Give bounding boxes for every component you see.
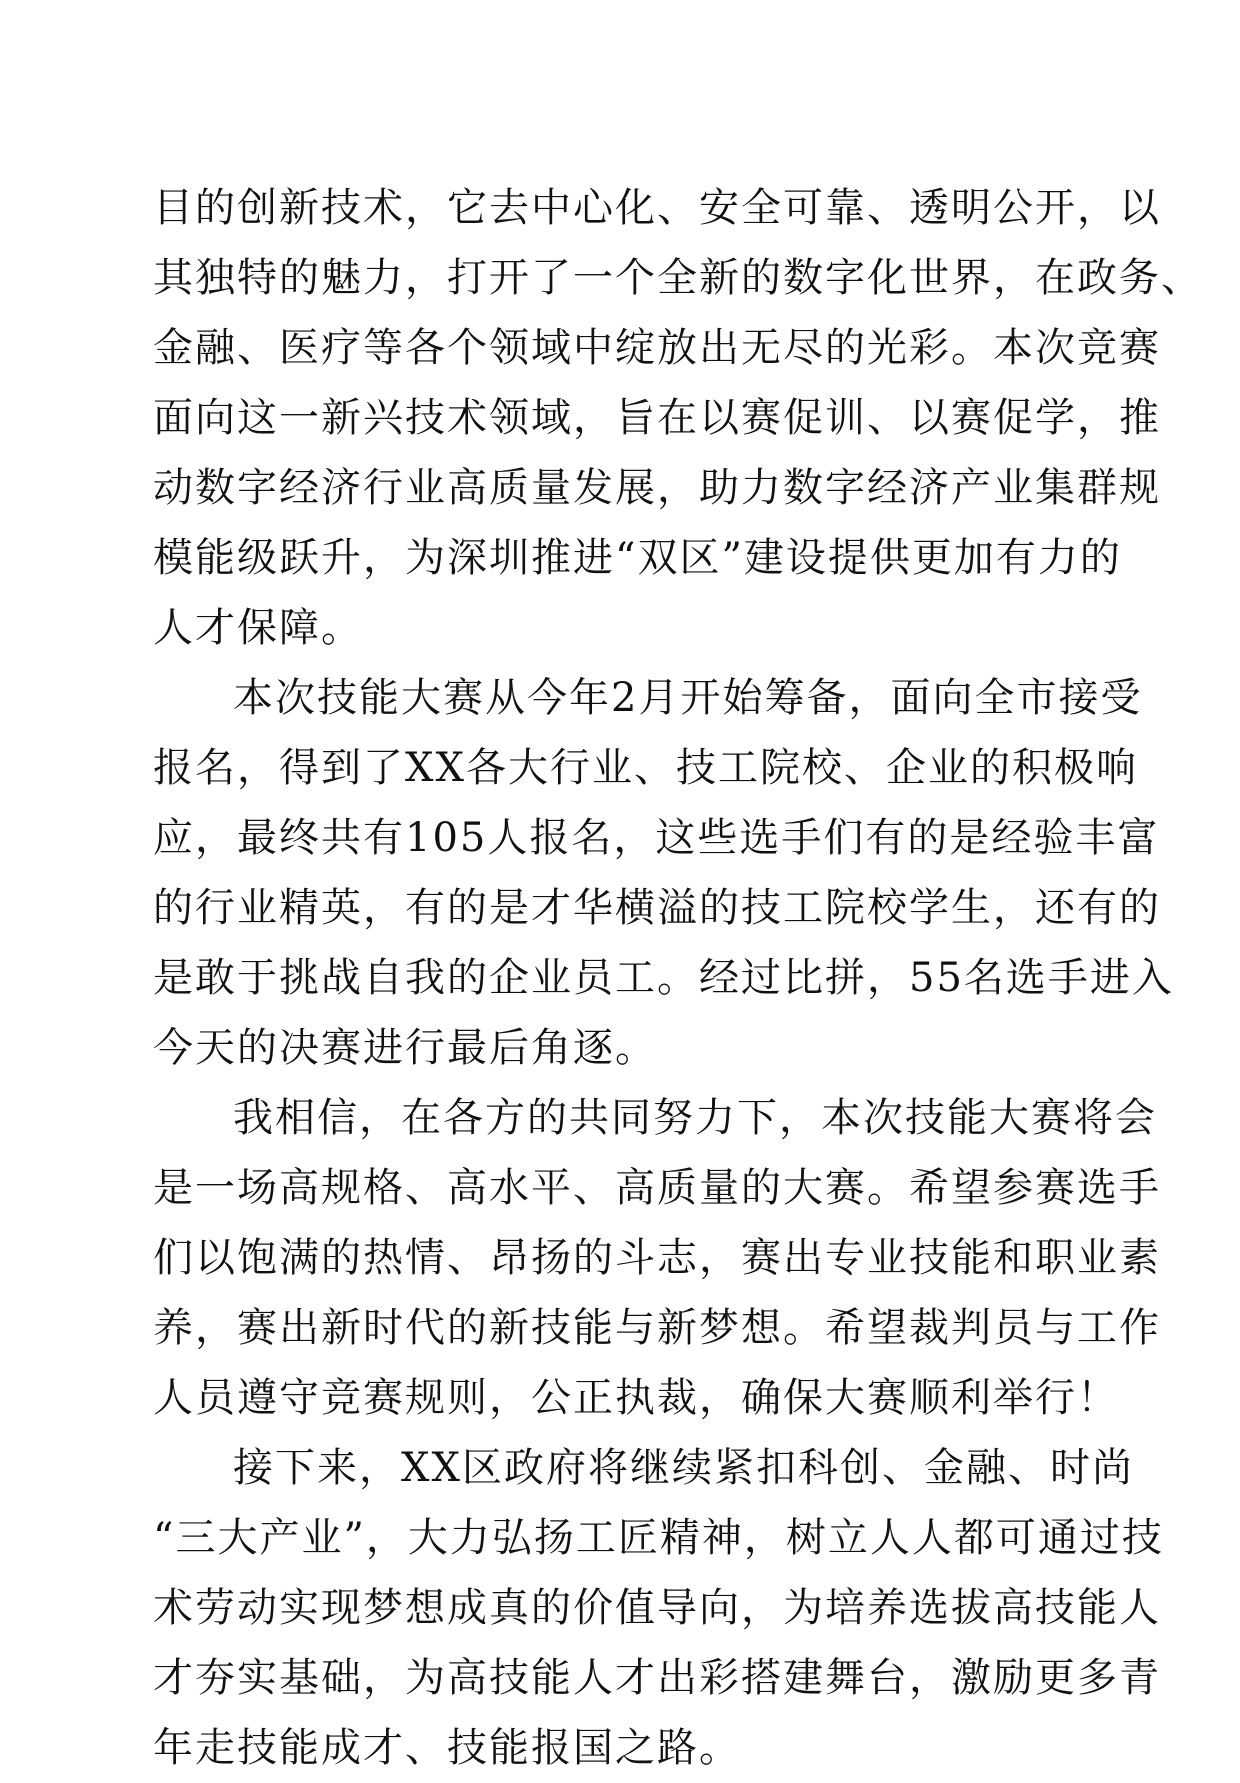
text-line: 是敢于挑战自我的企业员工。经过比拼，55名选手进入 bbox=[153, 955, 1174, 1001]
paragraph-4 bbox=[153, 1433, 1164, 1783]
document-body bbox=[153, 173, 1203, 1783]
text-line: 其独特的魅力，打开了一个全新的数字化世界，在政务、 bbox=[153, 255, 1203, 301]
text-line: 金融、医疗等各个领域中绽放出无尽的光彩。本次竞赛 bbox=[153, 325, 1161, 371]
text-line: 的行业精英，有的是才华横溢的技工院校学生，还有的 bbox=[153, 885, 1161, 931]
text-line: 是一场高规格、高水平、高质量的大赛。希望参赛选手 bbox=[153, 1165, 1161, 1211]
text-line: 术劳动实现梦想成真的价值导向，为培养选拔高技能人 bbox=[153, 1585, 1161, 1631]
text-line: 人员遵守竞赛规则，公正执裁，确保大赛顺利举行！ bbox=[153, 1375, 1119, 1421]
paragraph-3 bbox=[153, 1083, 1161, 1433]
paragraph-1 bbox=[153, 173, 1203, 663]
text-line: 本次技能大赛从今年2月开始筹备，面向全市接受 bbox=[233, 675, 1143, 721]
text-line: 目的创新技术，它去中心化、安全可靠、透明公开，以 bbox=[153, 185, 1161, 231]
text-line: 动数字经济行业高质量发展，助力数字经济产业集群规 bbox=[153, 465, 1161, 511]
text-line: 我相信，在各方的共同努力下，本次技能大赛将会 bbox=[233, 1095, 1157, 1141]
text-line: “三大产业”，大力弘扬工匠精神，树立人人都可通过技 bbox=[153, 1515, 1164, 1561]
text-line: 养，赛出新时代的新技能与新梦想。希望裁判员与工作 bbox=[153, 1305, 1161, 1351]
paragraph-2 bbox=[153, 663, 1174, 1083]
text-line: 报名，得到了XX各大行业、技工院校、企业的积极响 bbox=[153, 745, 1138, 791]
text-line: 才夯实基础，为高技能人才出彩搭建舞台，激励更多青 bbox=[153, 1655, 1161, 1701]
text-line: 今天的决赛进行最后角逐。 bbox=[153, 1025, 657, 1071]
text-line: 人才保障。 bbox=[153, 605, 363, 651]
text-line: 接下来，XX区政府将继续紧扣科创、金融、时尚 bbox=[233, 1445, 1134, 1491]
text-line: 应，最终共有105人报名，这些选手们有的是经验丰富 bbox=[153, 815, 1160, 861]
text-line: 模能级跃升，为深圳推进“双区”建设提供更加有力的 bbox=[153, 535, 1122, 581]
text-line: 年走技能成才、技能报国之路。 bbox=[153, 1725, 741, 1771]
text-line: 面向这一新兴技术领域，旨在以赛促训、以赛促学，推 bbox=[153, 395, 1161, 441]
text-line: 们以饱满的热情、昂扬的斗志，赛出专业技能和职业素 bbox=[153, 1235, 1161, 1281]
